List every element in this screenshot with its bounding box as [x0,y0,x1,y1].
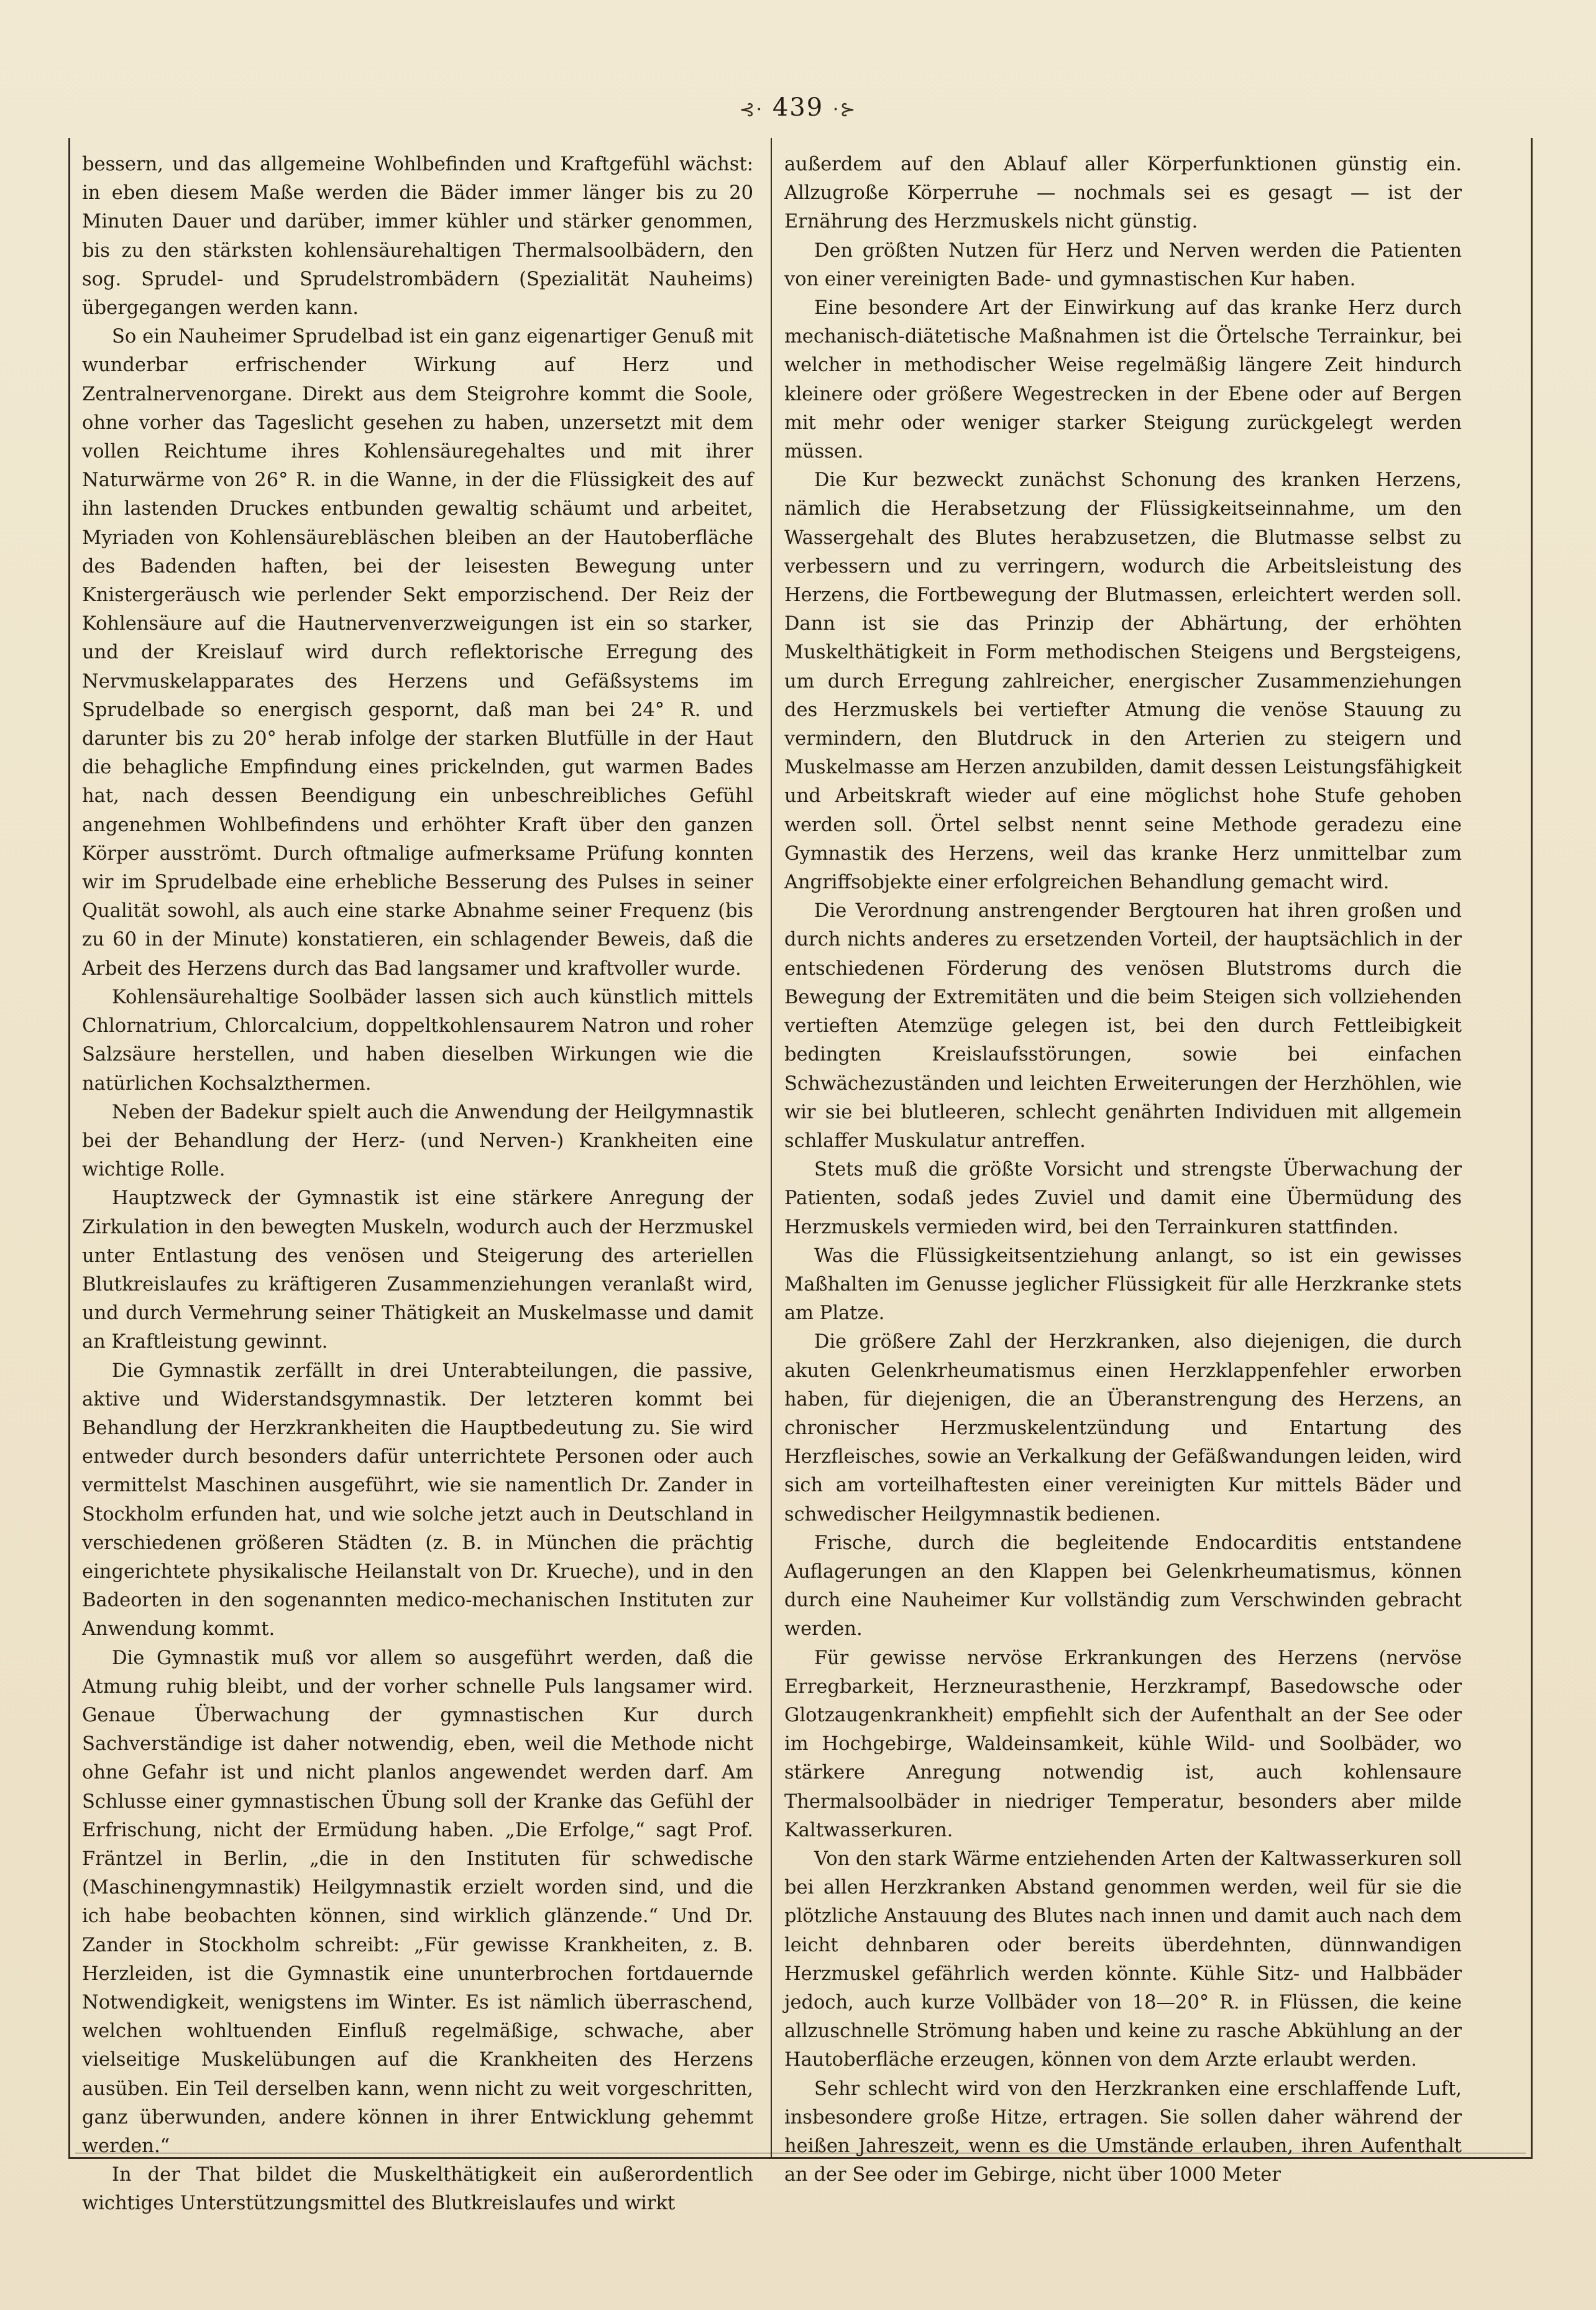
left-ornament: ⊰· [739,99,764,121]
paragraph: Eine besondere Art der Einwirkung auf das kranke Herz durch mechanisch-diätetische Maßnahmen ist die Örtelsche Terrainkur, bei welcher in methodischer Weise regelmäßig längere Zeit hindurch kleinere oder größere Wegestrecken in der Ebene oder auf Bergen mit mehr oder weniger starker Steigung zurückgelegt werden müssen. [784,297,1462,463]
paragraph: Kohlensäurehaltige Soolbäder lassen sich auch künstlich mittels Chlornatrium, Chlorcalcium, doppeltkohlensaurem Natron und roher Salzsäure herstellen, und haben dieselben Wirkungen wie die natürlichen Kochsalzthermen. [82,986,753,1095]
paragraph: bessern, und das allgemeine Wohlbefinden und Kraftgefühl wächst: in eben diesem Maße werden die Bäder immer länger bis zu 20 Minuten Dauer und darüber, immer kühler und stärker genommen, bis zu den stärksten kohlensäurehaltigen Thermalsoolbädern, den sog. Sprudel- und Sprudelstrombädern (Spezialität Nauheims) übergegangen werden kann. [82,154,753,320]
paragraph: Sehr schlecht wird von den Herzkranken eine erschlaffende Luft, insbesondere große Hitze, ertragen. Sie sollen daher während der heißen Jahreszeit, wenn es die Umstände erlauben, ihren Aufenthalt an der See oder im Gebirge, nicht über 1000 Meter [784,2078,1462,2186]
paragraph: Die Gymnastik zerfällt in drei Unterabteilungen, die passive, aktive und Widerstandsgymnastik. Der letzteren kommt bei Behandlung der Herzkrankheiten die Hauptbedeutung zu. Sie wird entweder durch besonders dafür unterrichtete Personen oder auch vermittelst Maschinen ausgeführt, wie sie namentlich Dr. Zander in Stockholm erfunden hat, und wie solche jetzt auch in Deutschland in verschiedenen größeren Städten (z. B. in München die prächtig eingerichtete physikalische Heilanstalt von Dr. Krueche), und in den Badeorten in den sogenannten medico-mechanischen Instituten zur Anwendung kommt. [82,1360,753,1640]
column-divider [771,138,772,2157]
paragraph: Was die Flüssigkeitsentziehung anlangt, so ist ein gewisses Maßhalten im Genusse jeglicher Flüssigkeit für alle Herzkranke stets am Platze. [784,1245,1462,1325]
right-column [784,150,1462,2186]
paragraph: Die größere Zahl der Herzkranken, also diejenigen, die durch akuten Gelenkrheumatismus einen Herzklappenfehler erworben haben, für diejenigen, die an Überanstrengung des Herzens, an chronischer Herzmuskelentzündung und Entartung des Herzfleisches, sowie an Verkalkung der Gefäßwandungen leiden, wird sich am vorteilhaftesten einer vereinigten Kur mittels Bäder und schwedischer Heilgymnastik bedienen. [784,1331,1462,1525]
paragraph: Hauptzweck der Gymnastik ist eine stärkere Anregung der Zirkulation in den bewegten Muskeln, wodurch auch der Herzmuskel unter Entlastung des venösen und Steigerung des arteriellen Blutkreislaufes zu kräftigeren Zusammenziehungen veranlaßt wird, und durch Vermehrung seiner Thätigkeit an Muskelmasse und damit an Kraftleistung gewinnt. [82,1187,753,1353]
paragraph: Von den stark Wärme entziehenden Arten der Kaltwasserkuren soll bei allen Herzkranken Abstand genommen werden, weil für sie die plötzliche Anstauung des Blutes nach innen und damit auch nach dem leicht dehnbaren oder bereits überdehnten, dünnwandigen Herzmuskel gefährlich werden könnte. Kühle Sitz- und Halbbäder jedoch, auch kurze Vollbäder von 18—20° R. in Flüssen, die keine allzuschnelle Strömung haben und keine zu rasche Abkühlung an der Hautoberfläche erzeugen, können von dem Arzte erlaubt werden. [784,1848,1462,2071]
page-header [0,93,1596,122]
paragraph: Neben der Badekur spielt auch die Anwendung der Heilgymnastik bei der Behandlung der Herz- (und Nerven-) Krankheiten eine wichtige Rolle. [82,1101,753,1181]
paragraph: Den größten Nutzen für Herz und Nerven werden die Patienten von einer vereinigten Bade- und gymnastischen Kur haben. [784,239,1462,290]
paragraph: Für gewisse nervöse Erkrankungen des Herzens (nervöse Erregbarkeit, Herzneurasthenie, Herzkrampf, Basedowsche oder Glotzaugenkrankheit) empfiehlt sich der Aufenthalt an der See oder im Hochgebirge, Waldeinsamkeit, kühle Wild- und Soolbäder, wo stärkere Anregung notwendig ist, auch kohlensaure Thermalsoolbäder in niedriger Temperatur, besonders aber milde Kaltwasserkuren. [784,1647,1462,1841]
paragraph: außerdem auf den Ablauf aller Körperfunktionen günstig ein. Allzugroße Körperruhe — nochmals sei es gesagt — ist der Ernährung des Herzmuskels nicht günstig. [784,154,1462,233]
paragraph: In der That bildet die Muskelthätigkeit ein außerordentlich wichtiges Unterstützungsmittel des Blutkreislaufes und wirkt [82,2164,753,2215]
right-ornament: ·⊱ [832,99,857,121]
page-number: 439 [772,93,824,122]
left-column [82,150,753,2215]
paragraph: Die Kur bezweckt zunächst Schonung des kranken Herzens, nämlich die Herabsetzung der Flüssigkeitseinnahme, um den Wassergehalt des Blutes herabzusetzen, die Blutmasse selbst zu verbessern und zu verringern, wodurch die Arbeitsleistung des Herzens, die Fortbewegung der Blutmassen, erleichtert werden soll. Dann ist sie das Prinzip der Abhärtung, der erhöhten Muskelthätigkeit in Form methodischen Steigens und Bergsteigens, um durch Erregung zahlreicher, energischer Zusammenziehungen des Herzmuskels bei vertiefter Atmung die venöse Stauung zu vermindern, den Blutdruck in den Arterien zu steigern und Muskelmasse am Herzen anzubilden, damit dessen Leistungsfähigkeit und Arbeitskraft wieder auf eine möglichst hohe Stufe gehoben werden soll. Örtel selbst nennt seine Methode geradezu eine Gymnastik des Herzens, weil das kranke Herz unmittelbar zum Angriffsobjekte einer erfolgreichen Behandlung gemacht wird. [784,469,1462,894]
paragraph: Die Verordnung anstrengender Bergtouren hat ihren großen und durch nichts anderes zu ersetzenden Vorteil, der hauptsächlich in der entschiedenen Förderung des venösen Blutstroms durch die Bewegung der Extremitäten und die beim Steigen sich vollziehenden vertieften Atemzüge gelegen ist, bei den durch Fettleibigkeit bedingten Kreislaufsstörungen, sowie bei einfachen Schwächezuständen und leichten Erweiterungen der Herzhöhlen, wie wir sie bei blutleeren, schlecht genährten Individuen mit allgemein schlaffer Muskulatur antreffen. [784,900,1462,1152]
paragraph: Die Gymnastik muß vor allem so ausgeführt werden, daß die Atmung ruhig bleibt, und der vorher schnelle Puls langsamer wird. Genaue Überwachung der gymnastischen Kur durch Sachverständige ist daher notwendig, eben, weil die Methode nicht ohne Gefahr ist und nicht planlos angewendet werden darf. Am Schlusse einer gymnastischen Übung soll der Kranke das Gefühl der Erfrischung, nicht der Ermüdung haben. „Die Erfolge,“ sagt Prof. Fräntzel in Berlin, „die in den Instituten für schwedische (Maschinengymnastik) Heilgymnastik erzielt worden sind, und die ich habe beobachten können, sind wirklich glänzende.“ Und Dr. Zander in Stockholm schreibt: „Für gewisse Krankheiten, z. B. Herzleiden, ist die Gymnastik eine ununterbrochen fortdauernde Notwendigkeit, wenigstens im Winter. Es ist nämlich überraschend, welchen wohltuenden Einfluß regelmäßige, schwache, aber vielseitige Muskelübungen auf die Krankheiten des Herzens ausüben. Ein Teil derselben kann, wenn nicht zu weit vorgeschritten, ganz überwunden, andere können in ihrer Entwicklung gehemmt werden.“ [82,1647,753,2158]
paragraph: Stets muß die größte Vorsicht und strengste Überwachung der Patienten, sodaß jedes Zuviel und damit eine Übermüdung des Herzmuskels vermieden wird, bei den Terrainkuren stattfinden. [784,1159,1462,1238]
paragraph: So ein Nauheimer Sprudelbad ist ein ganz eigenartiger Genuß mit wunderbar erfrischender Wirkung auf Herz und Zentralnervenorgane. Direkt aus dem Steigrohre kommt die Soole, ohne vorher das Tageslicht gesehen zu haben, unzersetzt mit dem vollen Reichtume ihres Kohlensäuregehaltes und mit ihrer Naturwärme von 26° R. in die Wanne, in der die Flüssigkeit des auf ihn lastenden Druckes entbunden gewaltig schäumt und arbeitet, Myriaden von Kohlensäurebläschen bleiben an der Hautoberfläche des Badenden haften, bei der leisesten Bewegung unter Knistergeräusch wie perlender Sekt emporzischend. Der Reiz der Kohlensäure auf die Hautnervenverzweigungen ist ein so starker, und der Kreislauf wird durch reflektorische Erregung des Nervmuskelapparates des Herzens und Gefäßsystems im Sprudelbade so energisch gespornt, daß man bei 24° R. und darunter bis zu 20° herab infolge der starken Blutfülle in der Haut die behagliche Empfindung eines prickelnden, gut warmen Bades hat, nach dessen Beendigung ein unbeschreibliches Gefühl angenehmen Wohlbefindens und erhöhter Kraft über den ganzen Körper ausströmt. Durch oftmalige aufmerksame Prüfung konnten wir im Sprudelbade eine erhebliche Besserung des Pulses in seiner Qualität sowohl, als auch eine starke Abnahme seiner Frequenz (bis zu 60 in der Minute) konstatieren, ein schlagender Beweis, daß die Arbeit des Herzens durch das Bad langsamer und kraftvoller wurde. [82,326,753,980]
paragraph: Frische, durch die begleitende Endocarditis entstandene Auflagerungen an den Klappen bei Gelenkrheumatismus, können durch eine Nauheimer Kur vollständig zum Verschwinden gebracht werden. [784,1532,1462,1640]
